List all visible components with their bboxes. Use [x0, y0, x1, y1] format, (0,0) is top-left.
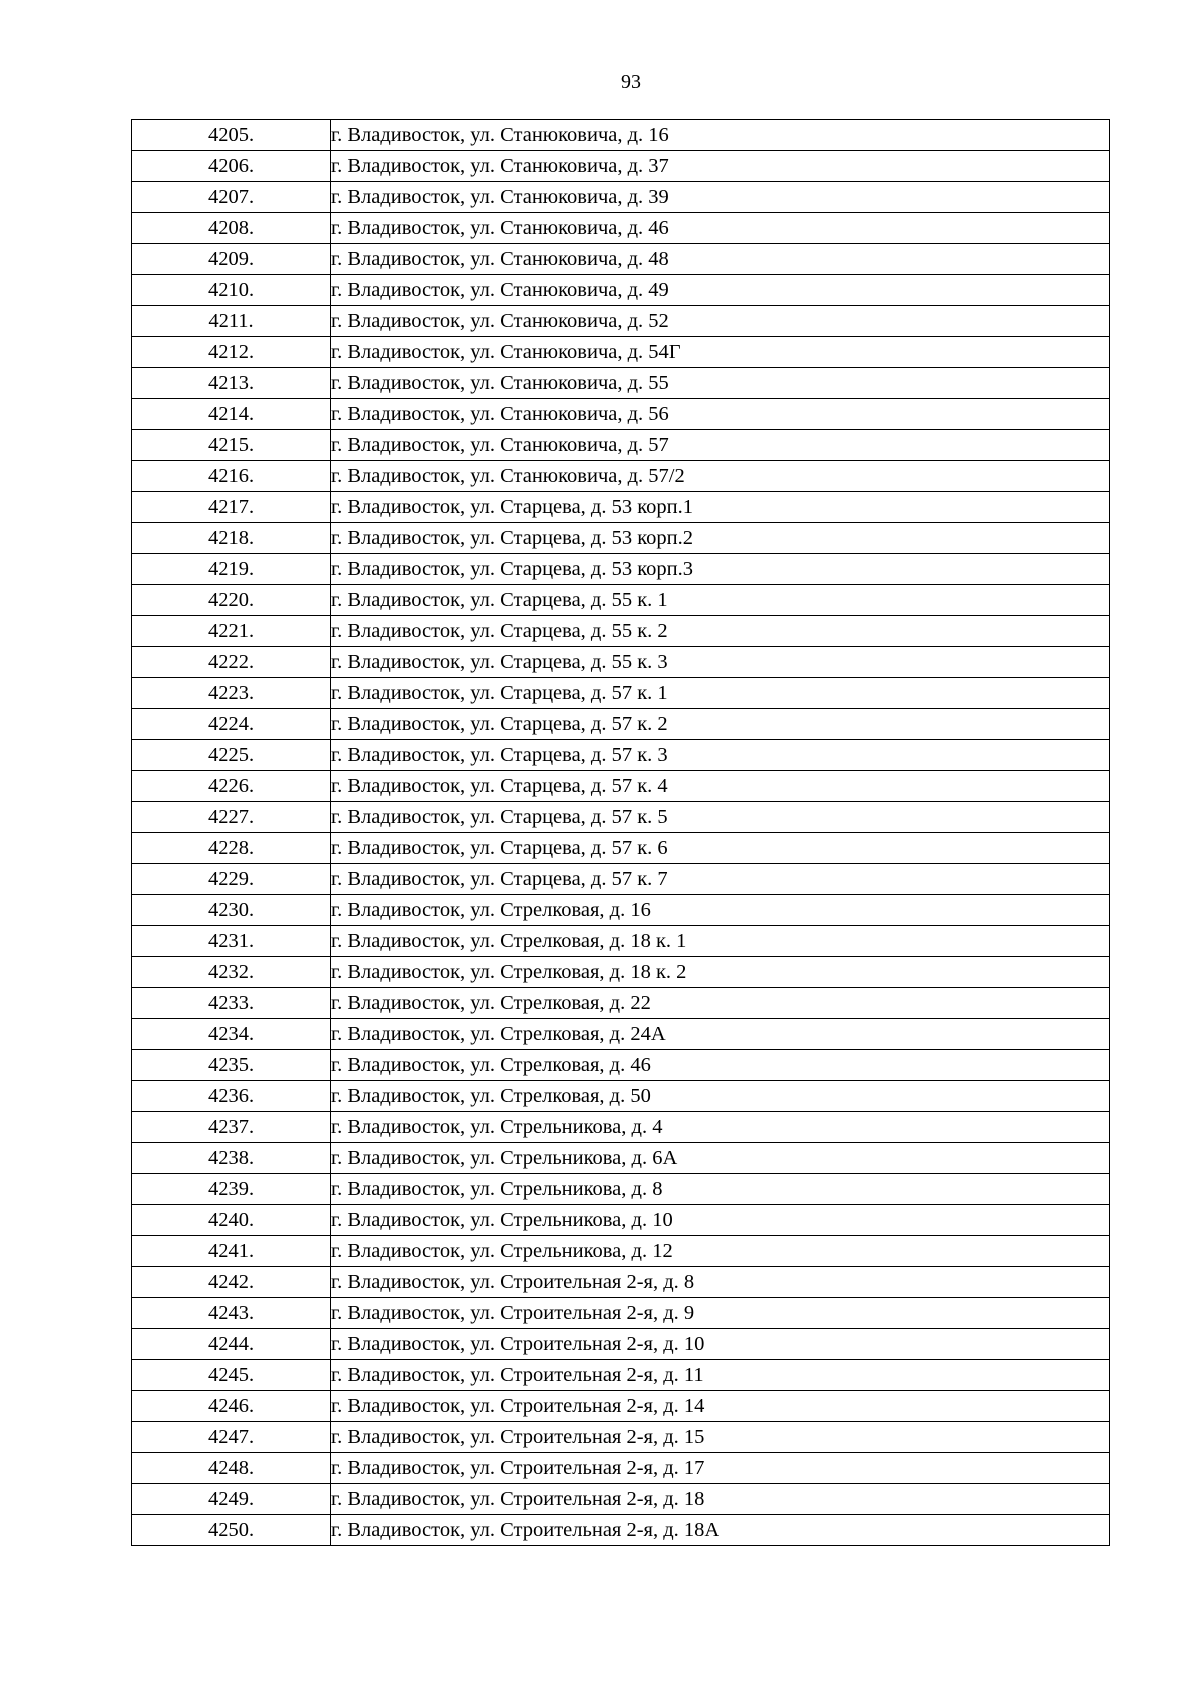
table-row: [132, 337, 1110, 368]
row-number-cell: 4213.: [132, 368, 331, 399]
address-cell: г. Владивосток, ул. Старцева, д. 53 корп.3: [331, 554, 1110, 585]
address-cell: г. Владивосток, ул. Станюковича, д. 46: [331, 213, 1110, 244]
address-cell: г. Владивосток, ул. Станюковича, д. 39: [331, 182, 1110, 213]
row-number-cell: 4226.: [132, 771, 331, 802]
address-cell: г. Владивосток, ул. Строительная 2-я, д. 17: [331, 1453, 1110, 1484]
table-row: [132, 957, 1110, 988]
address-cell: г. Владивосток, ул. Строительная 2-я, д. 8: [331, 1267, 1110, 1298]
row-number-cell: 4243.: [132, 1298, 331, 1329]
row-number-cell: 4238.: [132, 1143, 331, 1174]
row-number-cell: 4222.: [132, 647, 331, 678]
address-cell: г. Владивосток, ул. Строительная 2-я, д. 14: [331, 1391, 1110, 1422]
address-cell: г. Владивосток, ул. Станюковича, д. 16: [331, 120, 1110, 151]
row-number-cell: 4234.: [132, 1019, 331, 1050]
address-cell: г. Владивосток, ул. Стрелковая, д. 24А: [331, 1019, 1110, 1050]
table-row: [132, 802, 1110, 833]
table-row: [132, 988, 1110, 1019]
address-cell: г. Владивосток, ул. Старцева, д. 57 к. 5: [331, 802, 1110, 833]
page-number: 93: [621, 71, 641, 93]
row-number-cell: 4224.: [132, 709, 331, 740]
table-row: [132, 1453, 1110, 1484]
row-number-cell: 4242.: [132, 1267, 331, 1298]
row-number-cell: 4217.: [132, 492, 331, 523]
address-table-body: [132, 120, 1110, 1546]
table-row: [132, 895, 1110, 926]
row-number-cell: 4229.: [132, 864, 331, 895]
address-cell: г. Владивосток, ул. Строительная 2-я, д. 15: [331, 1422, 1110, 1453]
table-row: [132, 523, 1110, 554]
table-row: [132, 1515, 1110, 1546]
table-row: [132, 678, 1110, 709]
row-number-cell: 4219.: [132, 554, 331, 585]
row-number-cell: 4223.: [132, 678, 331, 709]
address-cell: г. Владивосток, ул. Строительная 2-я, д. 11: [331, 1360, 1110, 1391]
row-number-cell: 4246.: [132, 1391, 331, 1422]
address-cell: г. Владивосток, ул. Станюковича, д. 56: [331, 399, 1110, 430]
table-row: [132, 1391, 1110, 1422]
address-cell: г. Владивосток, ул. Старцева, д. 53 корп.2: [331, 523, 1110, 554]
table-row: [132, 399, 1110, 430]
row-number-cell: 4206.: [132, 151, 331, 182]
table-row: [132, 1205, 1110, 1236]
address-cell: г. Владивосток, ул. Станюковича, д. 55: [331, 368, 1110, 399]
table-row: [132, 120, 1110, 151]
row-number-cell: 4230.: [132, 895, 331, 926]
address-cell: г. Владивосток, ул. Старцева, д. 57 к. 6: [331, 833, 1110, 864]
address-cell: г. Владивосток, ул. Старцева, д. 55 к. 1: [331, 585, 1110, 616]
row-number-cell: 4225.: [132, 740, 331, 771]
row-number-cell: 4208.: [132, 213, 331, 244]
row-number-cell: 4210.: [132, 275, 331, 306]
row-number-cell: 4212.: [132, 337, 331, 368]
address-cell: г. Владивосток, ул. Строительная 2-я, д. 9: [331, 1298, 1110, 1329]
row-number-cell: 4239.: [132, 1174, 331, 1205]
address-cell: г. Владивосток, ул. Старцева, д. 57 к. 3: [331, 740, 1110, 771]
table-row: [132, 1329, 1110, 1360]
address-cell: г. Владивосток, ул. Строительная 2-я, д. 18А: [331, 1515, 1110, 1546]
table-row: [132, 244, 1110, 275]
row-number-cell: 4228.: [132, 833, 331, 864]
table-row: [132, 1019, 1110, 1050]
address-cell: г. Владивосток, ул. Старцева, д. 55 к. 3: [331, 647, 1110, 678]
row-number-cell: 4220.: [132, 585, 331, 616]
row-number-cell: 4232.: [132, 957, 331, 988]
table-row: [132, 1236, 1110, 1267]
table-row: [132, 647, 1110, 678]
table-row: [132, 1081, 1110, 1112]
row-number-cell: 4237.: [132, 1112, 331, 1143]
table-row: [132, 1267, 1110, 1298]
table-row: [132, 430, 1110, 461]
row-number-cell: 4241.: [132, 1236, 331, 1267]
table-row: [132, 1174, 1110, 1205]
address-cell: г. Владивосток, ул. Стрелковая, д. 18 к. 1: [331, 926, 1110, 957]
table-row: [132, 616, 1110, 647]
table-row: [132, 1143, 1110, 1174]
row-number-cell: 4235.: [132, 1050, 331, 1081]
table-row: [132, 554, 1110, 585]
row-number-cell: 4221.: [132, 616, 331, 647]
row-number-cell: 4231.: [132, 926, 331, 957]
table-row: [132, 182, 1110, 213]
address-cell: г. Владивосток, ул. Старцева, д. 57 к. 1: [331, 678, 1110, 709]
address-cell: г. Владивосток, ул. Станюковича, д. 37: [331, 151, 1110, 182]
row-number-cell: 4248.: [132, 1453, 331, 1484]
row-number-cell: 4233.: [132, 988, 331, 1019]
row-number-cell: 4249.: [132, 1484, 331, 1515]
address-cell: г. Владивосток, ул. Станюковича, д. 54Г: [331, 337, 1110, 368]
address-cell: г. Владивосток, ул. Стрельникова, д. 8: [331, 1174, 1110, 1205]
address-cell: г. Владивосток, ул. Строительная 2-я, д. 10: [331, 1329, 1110, 1360]
address-cell: г. Владивосток, ул. Станюковича, д. 52: [331, 306, 1110, 337]
address-cell: г. Владивосток, ул. Старцева, д. 57 к. 7: [331, 864, 1110, 895]
row-number-cell: 4227.: [132, 802, 331, 833]
row-number-cell: 4216.: [132, 461, 331, 492]
address-cell: г. Владивосток, ул. Старцева, д. 57 к. 2: [331, 709, 1110, 740]
table-row: [132, 151, 1110, 182]
table-row: [132, 213, 1110, 244]
table-row: [132, 926, 1110, 957]
table-row: [132, 368, 1110, 399]
table-row: [132, 709, 1110, 740]
table-row: [132, 1298, 1110, 1329]
address-cell: г. Владивосток, ул. Старцева, д. 57 к. 4: [331, 771, 1110, 802]
row-number-cell: 4215.: [132, 430, 331, 461]
address-cell: г. Владивосток, ул. Станюковича, д. 48: [331, 244, 1110, 275]
table-row: [132, 275, 1110, 306]
table-row: [132, 492, 1110, 523]
address-cell: г. Владивосток, ул. Станюковича, д. 57/2: [331, 461, 1110, 492]
address-cell: г. Владивосток, ул. Стрельникова, д. 4: [331, 1112, 1110, 1143]
table-row: [132, 864, 1110, 895]
table-row: [132, 1050, 1110, 1081]
address-table: [131, 119, 1110, 1546]
address-cell: г. Владивосток, ул. Строительная 2-я, д. 18: [331, 1484, 1110, 1515]
row-number-cell: 4207.: [132, 182, 331, 213]
row-number-cell: 4244.: [132, 1329, 331, 1360]
address-cell: г. Владивосток, ул. Стрелковая, д. 18 к. 2: [331, 957, 1110, 988]
row-number-cell: 4247.: [132, 1422, 331, 1453]
table-row: [132, 585, 1110, 616]
table-row: [132, 1484, 1110, 1515]
address-cell: г. Владивосток, ул. Стрельникова, д. 12: [331, 1236, 1110, 1267]
row-number-cell: 4205.: [132, 120, 331, 151]
row-number-cell: 4240.: [132, 1205, 331, 1236]
row-number-cell: 4209.: [132, 244, 331, 275]
row-number-cell: 4211.: [132, 306, 331, 337]
table-row: [132, 1360, 1110, 1391]
address-cell: г. Владивосток, ул. Стрелковая, д. 46: [331, 1050, 1110, 1081]
table-row: [132, 306, 1110, 337]
address-cell: г. Владивосток, ул. Стрельникова, д. 10: [331, 1205, 1110, 1236]
address-cell: г. Владивосток, ул. Стрелковая, д. 50: [331, 1081, 1110, 1112]
address-cell: г. Владивосток, ул. Стрельникова, д. 6А: [331, 1143, 1110, 1174]
table-row: [132, 461, 1110, 492]
row-number-cell: 4236.: [132, 1081, 331, 1112]
table-row: [132, 1112, 1110, 1143]
address-cell: г. Владивосток, ул. Стрелковая, д. 16: [331, 895, 1110, 926]
address-cell: г. Владивосток, ул. Станюковича, д. 49: [331, 275, 1110, 306]
row-number-cell: 4218.: [132, 523, 331, 554]
row-number-cell: 4250.: [132, 1515, 331, 1546]
address-cell: г. Владивосток, ул. Старцева, д. 55 к. 2: [331, 616, 1110, 647]
address-cell: г. Владивосток, ул. Старцева, д. 53 корп.1: [331, 492, 1110, 523]
address-cell: г. Владивосток, ул. Стрелковая, д. 22: [331, 988, 1110, 1019]
row-number-cell: 4214.: [132, 399, 331, 430]
address-cell: г. Владивосток, ул. Станюковича, д. 57: [331, 430, 1110, 461]
table-row: [132, 833, 1110, 864]
row-number-cell: 4245.: [132, 1360, 331, 1391]
table-row: [132, 740, 1110, 771]
table-row: [132, 771, 1110, 802]
table-row: [132, 1422, 1110, 1453]
